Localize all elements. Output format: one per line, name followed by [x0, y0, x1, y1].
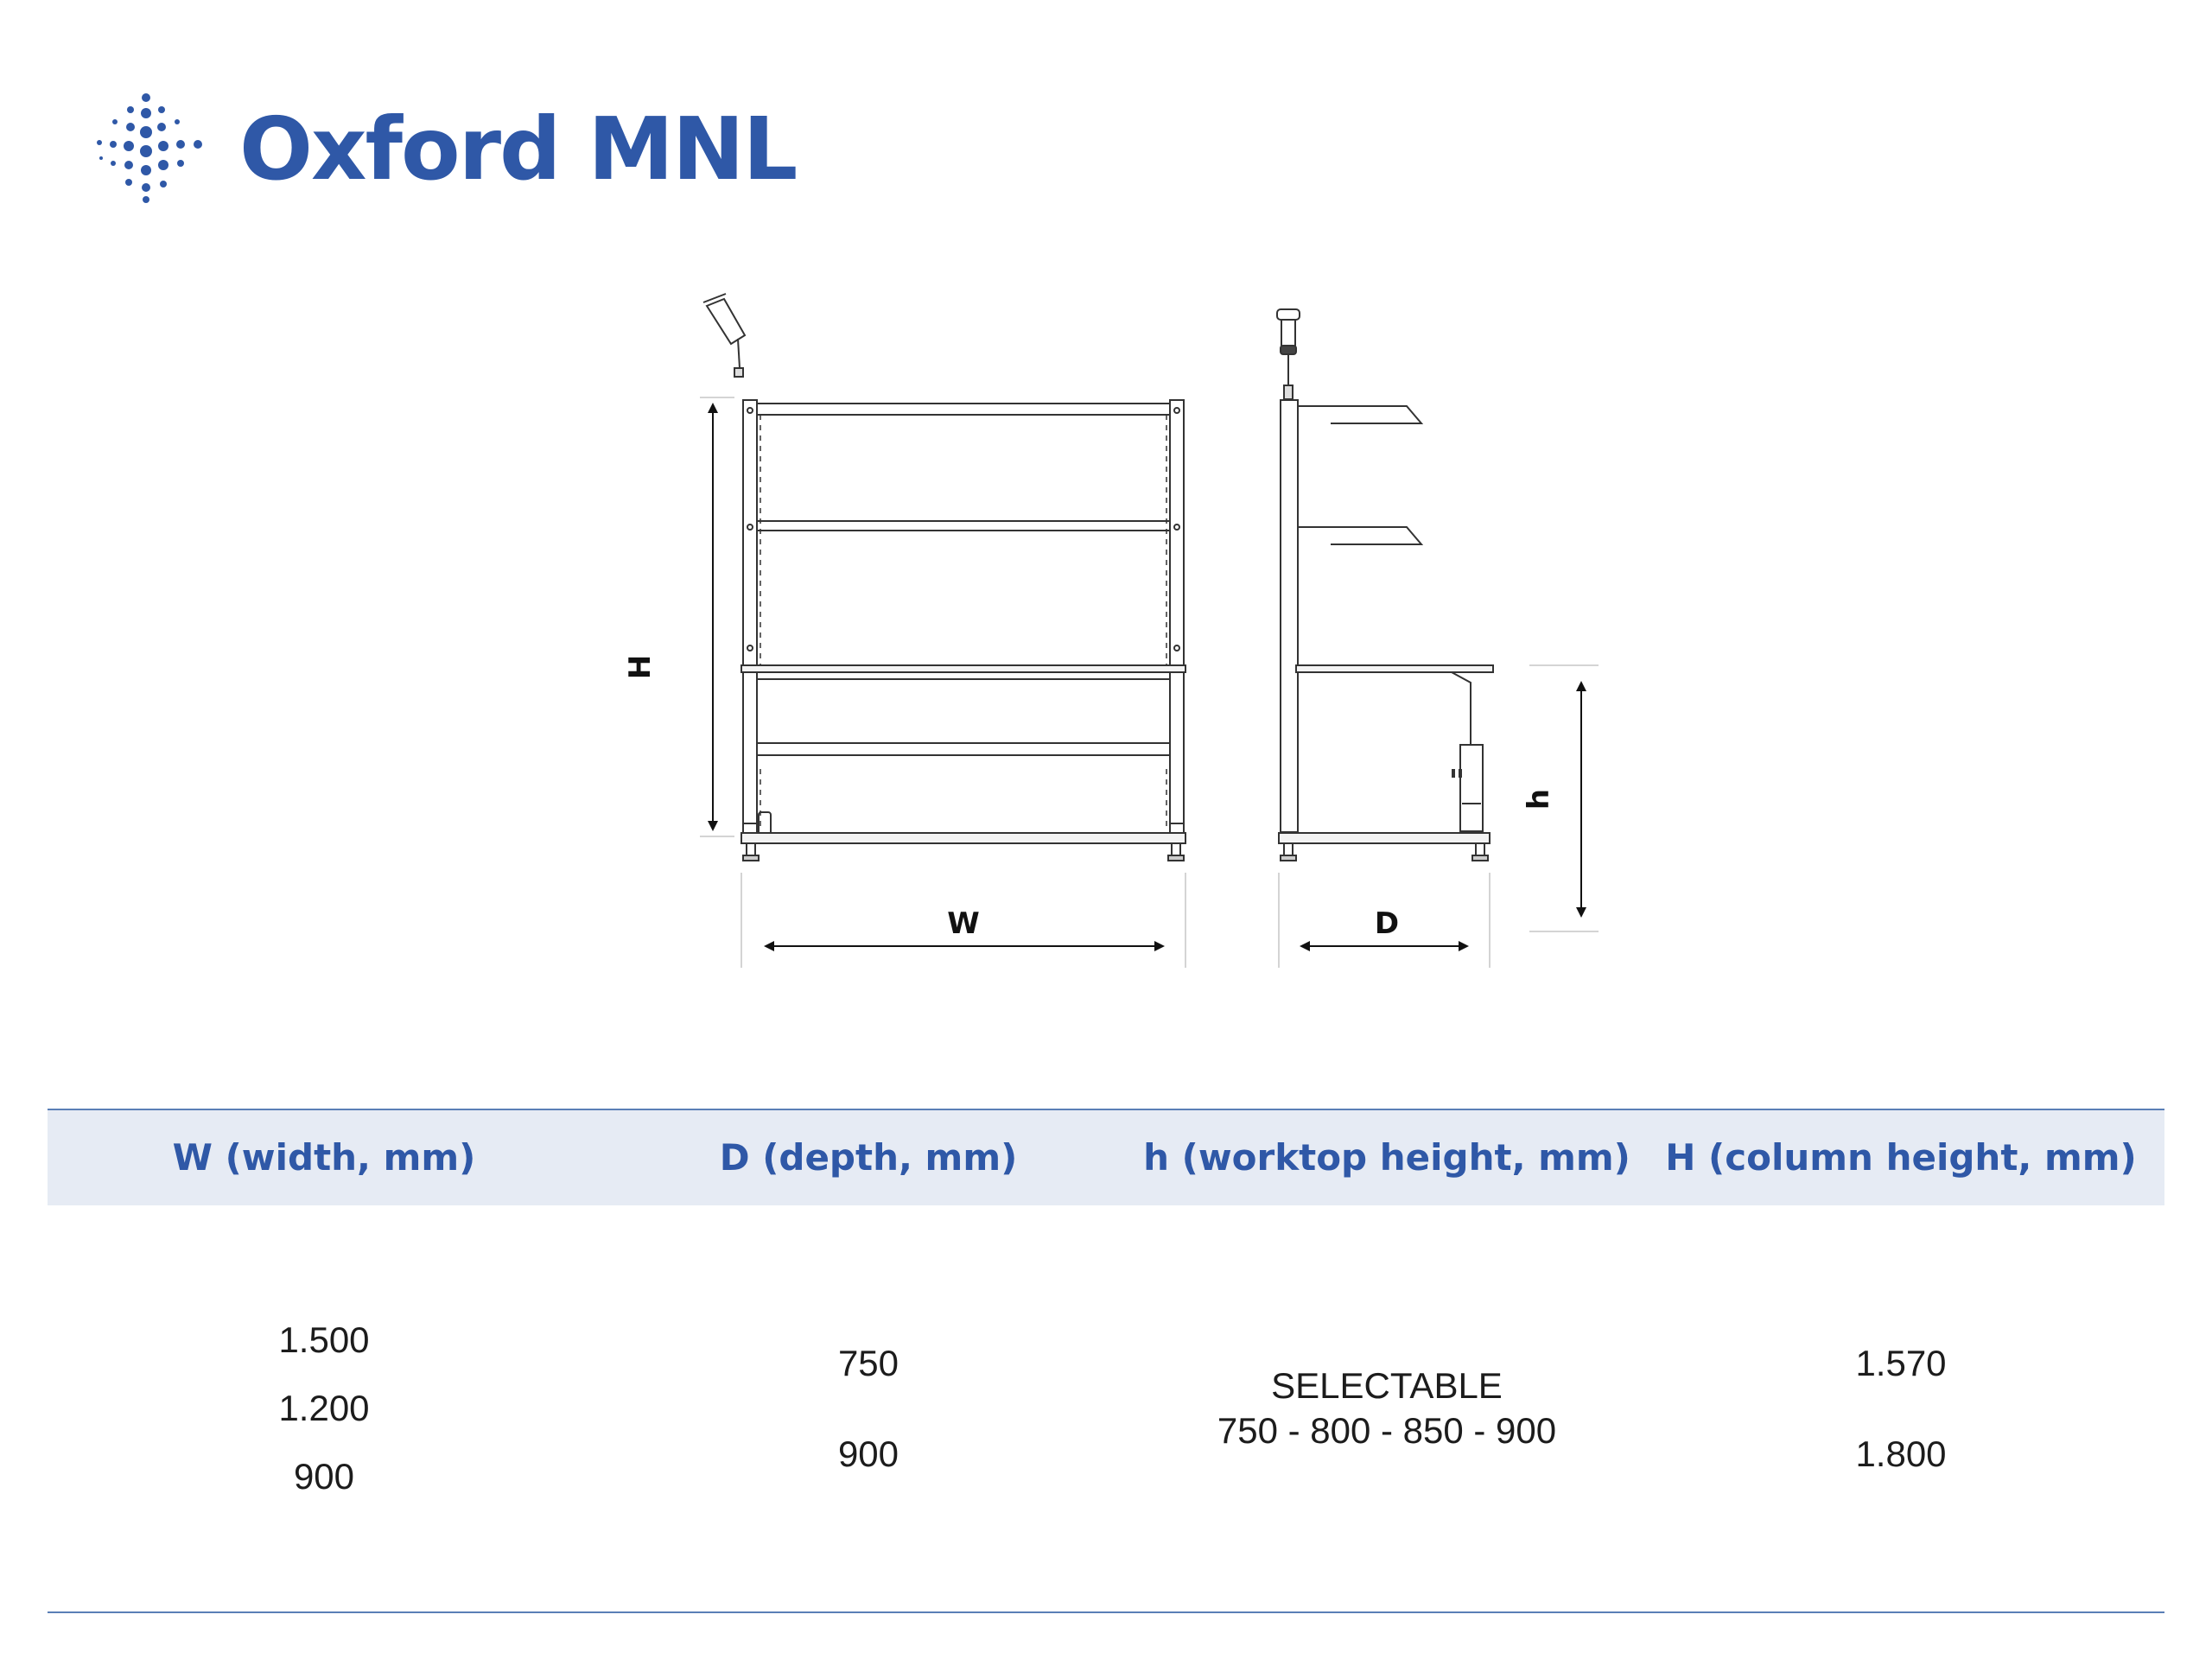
bench-technical-drawing	[605, 285, 1624, 1028]
depth-value: 750	[837, 1342, 899, 1383]
width-value: 1.500	[278, 1319, 370, 1360]
dimension-lines	[700, 397, 1599, 968]
dimension-label-H: H	[623, 654, 658, 680]
dimension-label-W: W	[947, 906, 980, 941]
header-width: W (width, mm)	[172, 1136, 476, 1179]
depth-values-column	[601, 1205, 1136, 1611]
width-values-column	[48, 1205, 601, 1611]
dotted-sunburst-icon	[91, 91, 212, 203]
brand-name: Oxford MNL	[239, 99, 797, 200]
lamp-side-icon	[1277, 309, 1300, 399]
worktop-height-label: SELECTABLE	[1271, 1365, 1503, 1406]
dimension-label-D: D	[1374, 906, 1400, 941]
column-height-value: 1.800	[1855, 1433, 1947, 1474]
worktop-height-values: 750 - 800 - 850 - 900	[1217, 1410, 1557, 1451]
header-depth: D (depth, mm)	[719, 1136, 1018, 1179]
width-value: 900	[293, 1456, 355, 1497]
header-worktop-height: h (worktop height, mm)	[1143, 1136, 1630, 1179]
front-view	[703, 294, 1185, 861]
column-height-value: 1.570	[1855, 1342, 1947, 1383]
column-height-column	[1637, 1205, 2164, 1611]
brand-logo	[91, 91, 797, 203]
worktop-height-column	[1136, 1205, 1637, 1611]
lamp-icon	[703, 294, 745, 377]
dimension-label-h: h	[1522, 788, 1556, 810]
side-view	[1277, 309, 1493, 861]
dimensions-table	[48, 1109, 2164, 1613]
table-header	[48, 1110, 2164, 1205]
width-value: 1.200	[278, 1388, 370, 1428]
depth-value: 900	[837, 1433, 899, 1474]
header-column-height: H (column height, mm)	[1665, 1136, 2137, 1179]
